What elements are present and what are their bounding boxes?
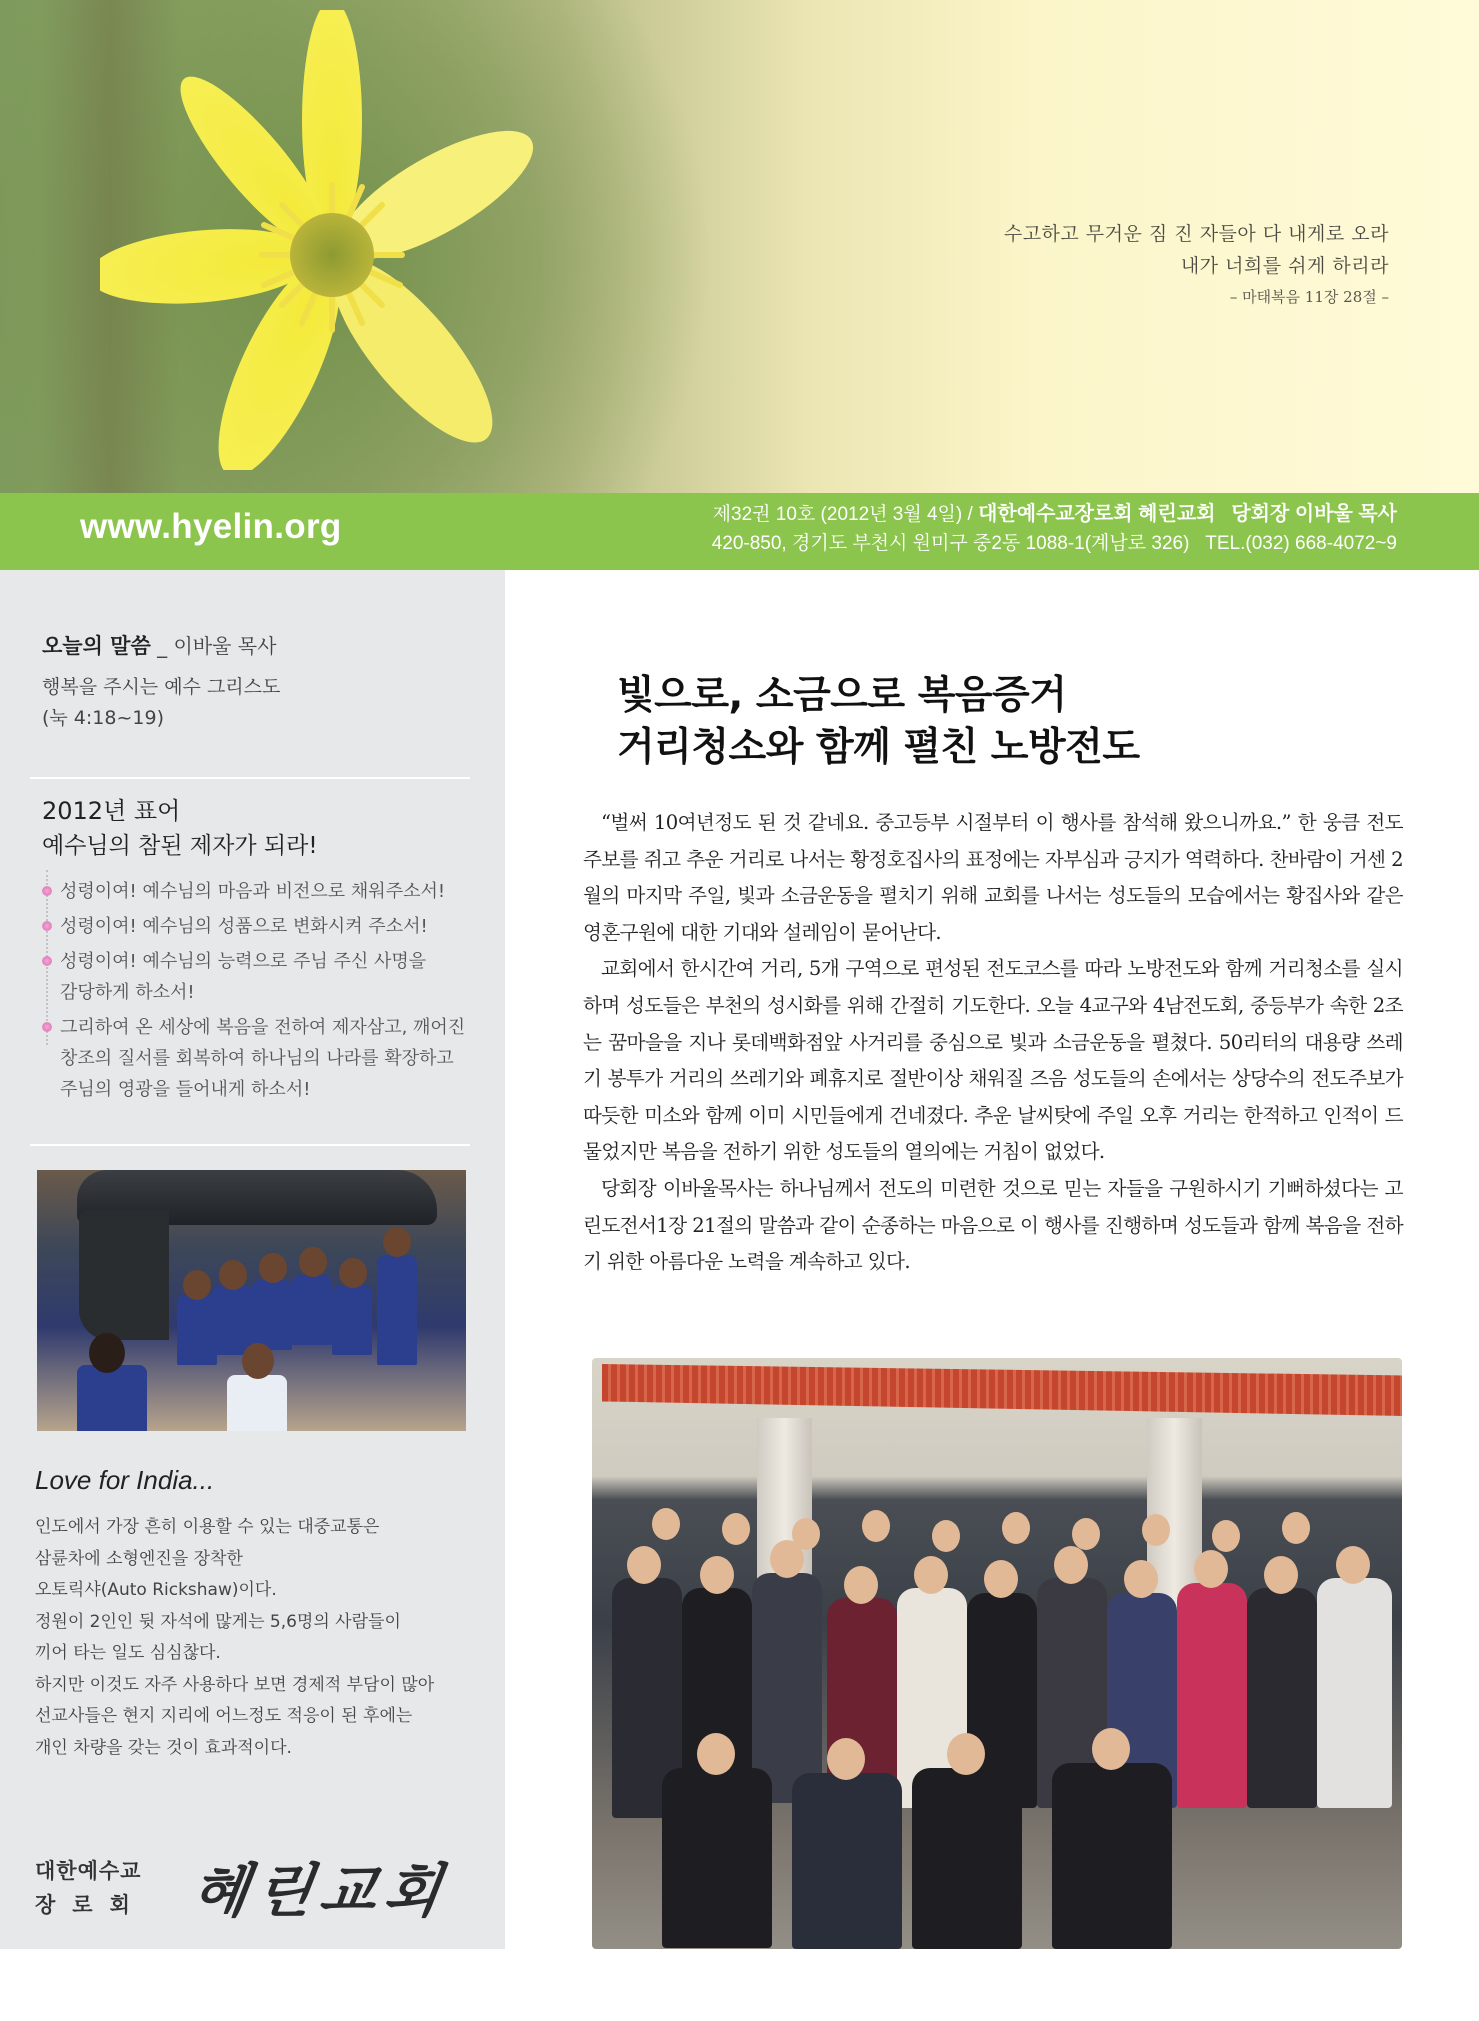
divider xyxy=(30,1144,470,1146)
article-paragraph: “벌써 10여년정도 된 것 같네요. 중고등부 시절부터 이 행사를 참석해 왔으니까요.” 한 웅큼 전도주보를 쥐고 추운 거리로 나서는 황정호집사의 표정에는 자부심과 긍지가 역력하다. 찬바람이 거센 2월의 마지막 주일, 빛과 소금운동을 펼치기 위해 교회를 나서는 성도들의 모습에서는 황집사와 같은 영혼구원에 대한 기대와 설레임이 묻어난다. xyxy=(583,811,1403,944)
motto-bullet: 그리하여 온 세상에 복음을 전하여 제자삼고, 깨어진 창조의 질서를 회복하여 하나님의 나라를 확장하고 주님의 영광을 들어내게 하소서! xyxy=(60,1012,470,1105)
article-paragraph: 교회에서 한시간여 거리, 5개 구역으로 편성된 전도코스를 따라 노방전도와 함께 거리청소를 실시하며 성도들은 부천의 성시화를 위해 간절히 기도한다. 오늘 4교구와 4남전도회, 중등부가 속한 2조는 꿈마을을 지나 롯데백화점앞 사거리를 중심으로 빛과 소금운동을 펼쳤다. 50리터의 대용량 쓰레기 봉투가 거리의 쓰레기와 폐휴지로 절반이상 채워질 즈음 성도들의 손에서는 상당수의 전도주보가 따듯한 미소와 함께 이미 시민들에게 건네졌다. 추운 날씨탓에 주일 오후 거리는 한적하고 인적이 드물었지만 복음을 전하기 위한 성도들의 열의에는 거침이 없었다. xyxy=(583,957,1403,1164)
motto-bullet: 성령이여! 예수님의 능력으로 주님 주신 사명을 감당하게 하소서! xyxy=(60,946,430,1008)
quote-reference: – 마태복음 11장 28절 – xyxy=(1229,288,1389,306)
church-address: 420-850, 경기도 부천시 원미구 중2동 1088-1(계남로 326) xyxy=(711,533,1190,554)
church-name: 대한예수교장로회 혜린교회 xyxy=(978,503,1216,525)
pink-dot-icon xyxy=(42,886,52,896)
india-title: Love for India... xyxy=(35,1465,215,1495)
motto-bullet: 성령이여! 예수님의 성품으로 변화시켜 주소서! xyxy=(60,911,472,942)
todays-word-author: 이바울 목사 xyxy=(173,634,277,658)
sermon-title: 행복을 주시는 예수 그리스도 xyxy=(42,676,281,698)
separator: _ xyxy=(150,634,174,658)
india-description: 인도에서 가장 흔히 이용할 수 있는 대중교통은 삼륜차에 소형엔진을 장착한 오토릭샤(Auto Rickshaw)이다. 정원이 2인인 뒷 자석에 많게는 5,6명의 사람들이 끼어 타는 일도 심심찮다. 하지만 이것도 자주 사용하다 보면 경제적 부담이 많아 선교사들은 현지 지리에 어느정도 적응이 된 후에는 개인 차량을 갖는 것이 효과적이다. xyxy=(35,1517,435,1758)
motto-bullets xyxy=(42,876,472,1105)
sermon-scripture: (눅 4:18~19) xyxy=(42,707,164,729)
motto-title: 예수님의 참된 제자가 되라! xyxy=(42,833,318,859)
website-link[interactable]: www.hyelin.org xyxy=(80,507,342,546)
pink-dot-icon xyxy=(42,956,52,966)
congregation-group-photo xyxy=(592,1358,1402,1949)
church-logo xyxy=(35,1848,485,1928)
divider xyxy=(30,777,470,779)
sidebar xyxy=(0,570,505,1949)
hero-banner xyxy=(0,0,1479,493)
pink-dot-icon xyxy=(42,1022,52,1032)
church-phone: TEL.(032) 668-4072~9 xyxy=(1205,533,1397,554)
issue-info: 제32권 10호 (2012년 3월 4일) / xyxy=(712,504,979,525)
auto-rickshaw-photo xyxy=(37,1170,466,1431)
article-paragraph: 당회장 이바울목사는 하나님께서 전도의 미련한 것으로 믿는 자들을 구원하시기 기뻐하셨다는 고린도전서1장 21절의 말씀과 같이 순종하는 마음으로 이 행사를 진행하며 성도들과 함께 복음을 전하기 위한 아름다운 노력을 계속하고 있다. xyxy=(583,1176,1403,1274)
todays-word-section xyxy=(42,630,472,734)
todays-word-heading xyxy=(42,630,472,660)
scripture-quote xyxy=(1004,218,1389,312)
red-awning xyxy=(602,1364,1402,1416)
yellow-flower-image xyxy=(100,10,560,470)
header-bar xyxy=(0,493,1479,570)
denomination-label: 대한예수교 장로회 xyxy=(35,1859,147,1917)
article-headline: 빛으로, 소금으로 복음증거 거리청소와 함께 펼친 노방전도 xyxy=(617,673,1140,770)
quote-line-2: 내가 너희를 쉬게 하리라 xyxy=(1180,255,1389,277)
church-name-calligraphy: 혜린교회 xyxy=(187,1857,454,1925)
pink-dot-icon xyxy=(42,921,52,931)
article-body xyxy=(583,805,1403,1281)
motto-section xyxy=(42,794,472,1109)
publication-info xyxy=(712,499,1397,558)
quote-line-1: 수고하고 무거운 짐 진 자들아 다 내게로 오라 xyxy=(1003,223,1389,245)
motto-bullet: 성령이여! 예수님의 마음과 비전으로 채워주소서! xyxy=(60,876,472,907)
todays-word-title: 오늘의 말씀 xyxy=(42,634,151,658)
motto-year: 2012년 표어 xyxy=(42,797,181,825)
pastor-name: 당회장 이바울 목사 xyxy=(1231,503,1397,525)
